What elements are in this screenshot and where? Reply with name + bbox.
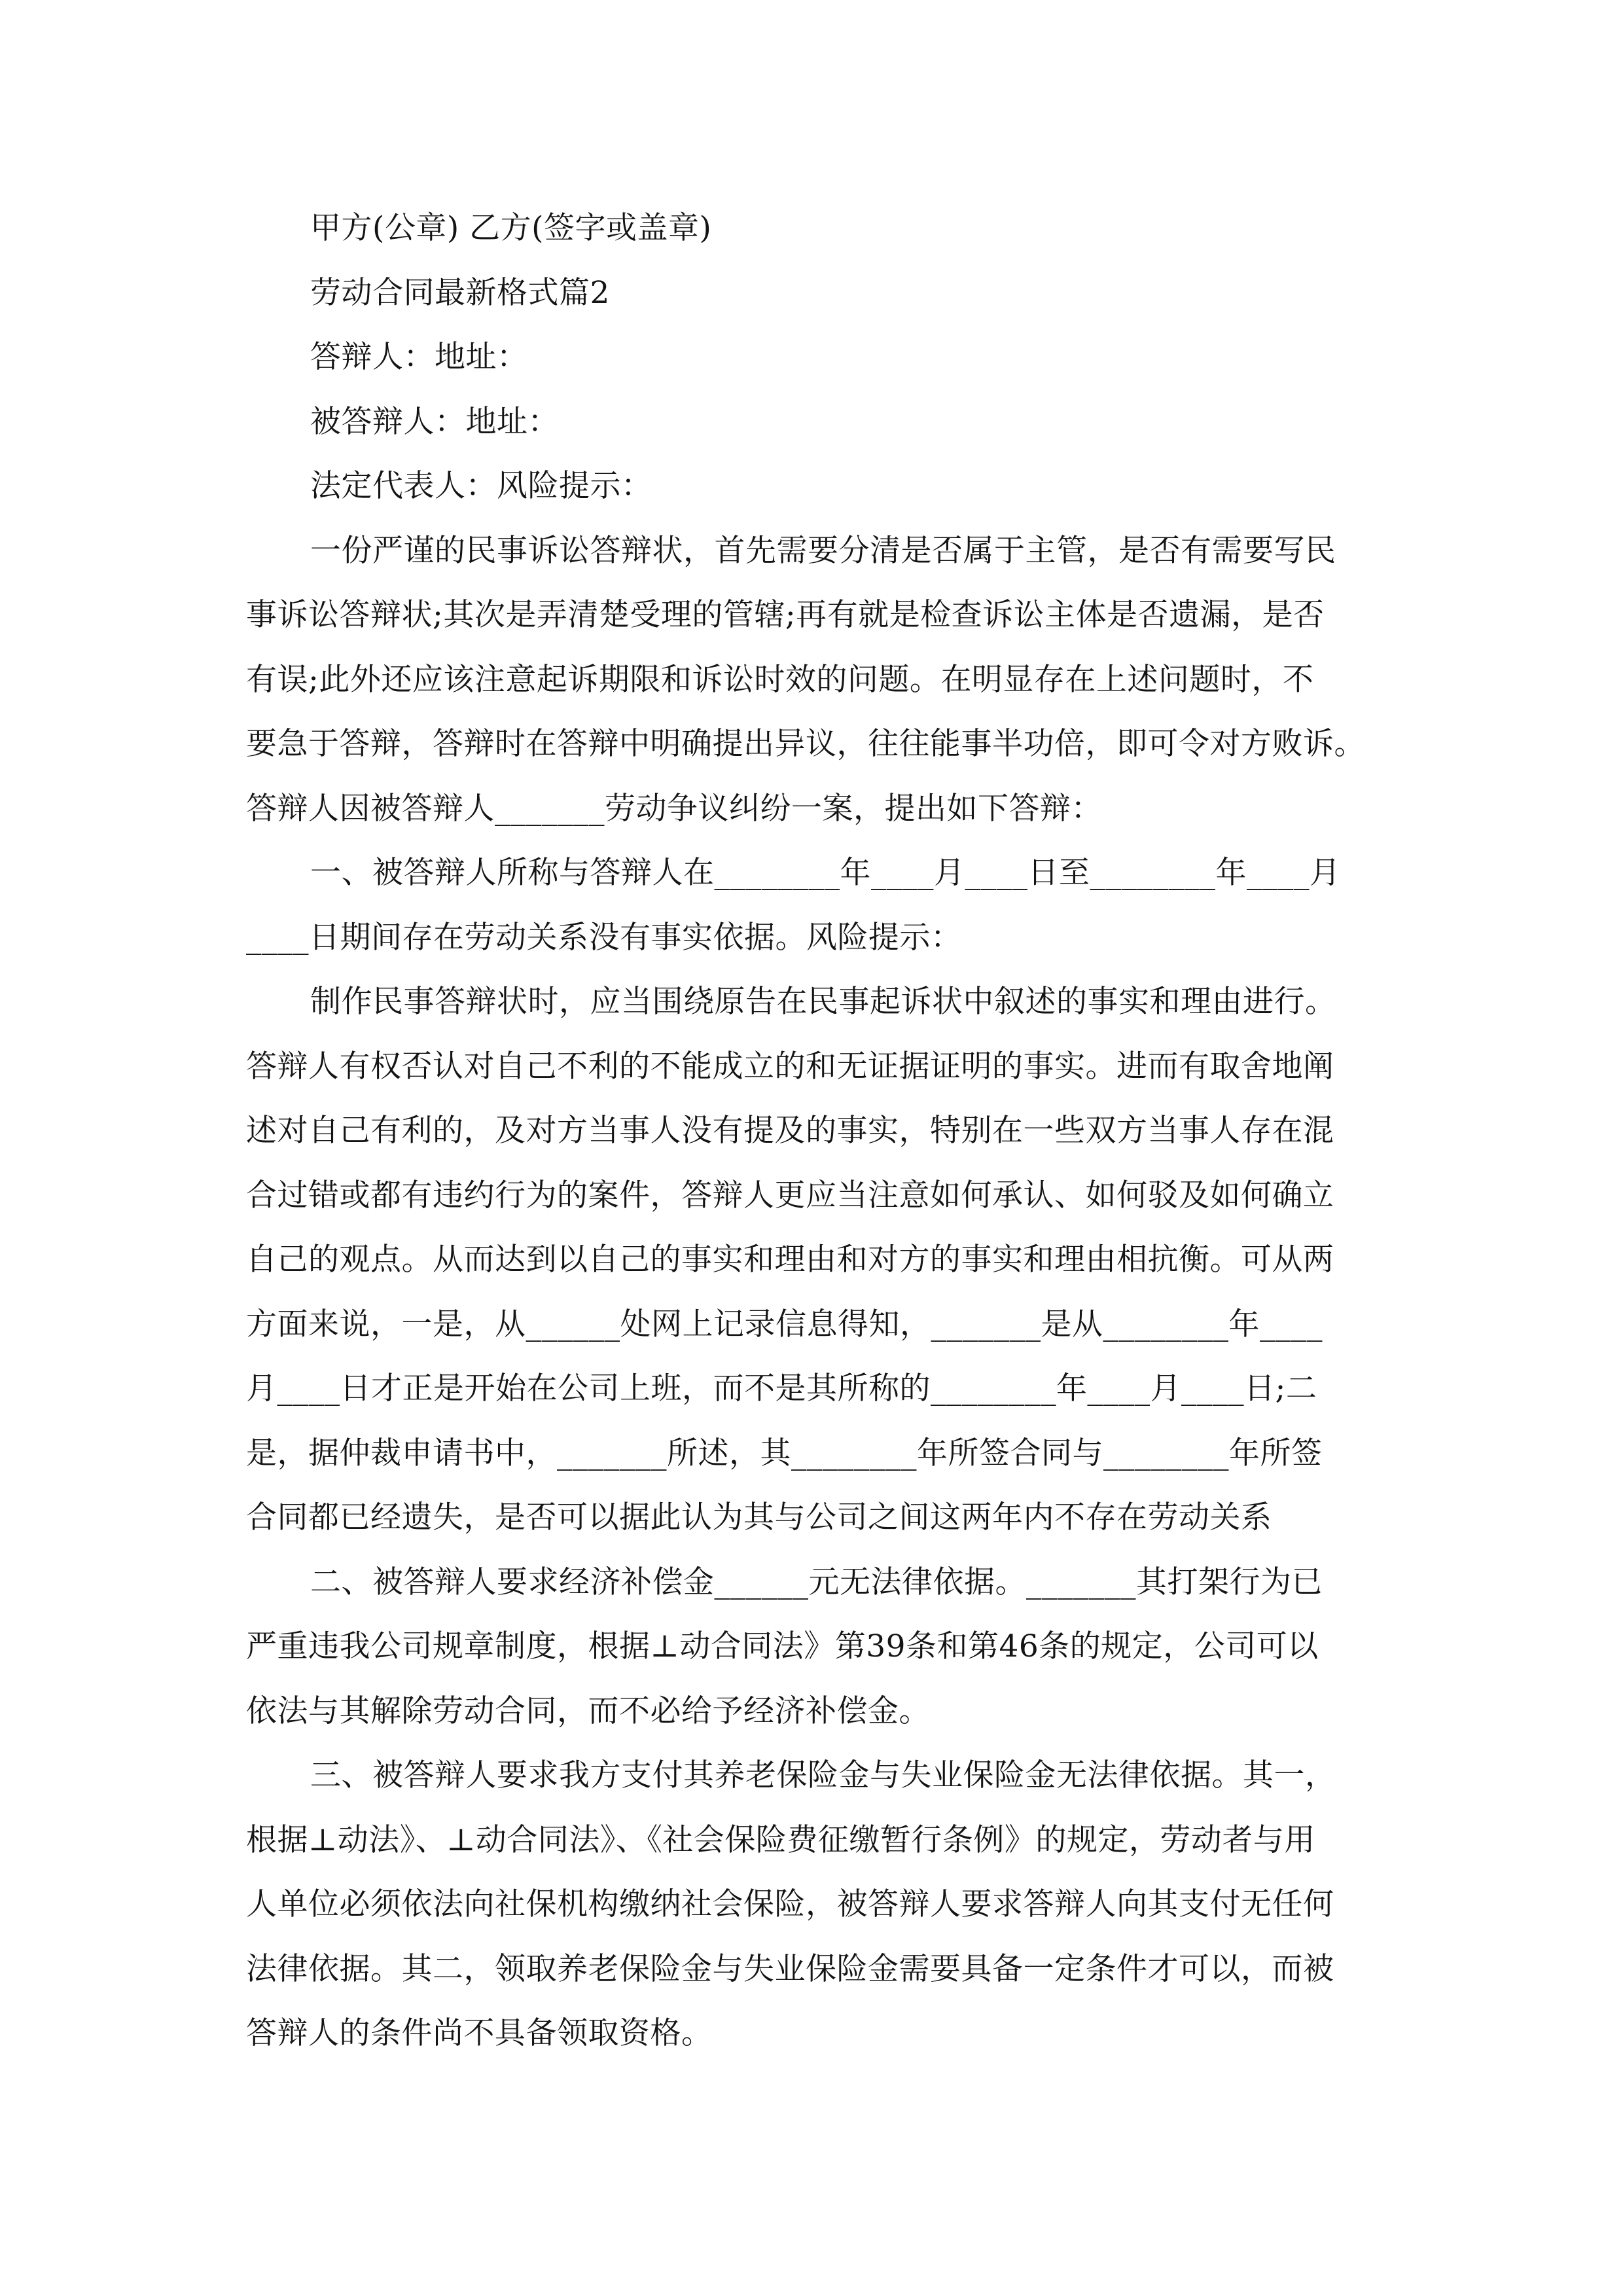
paragraph-line: 三、被答辩人要求我方支付其养老保险金与失业保险金无法律依据。其一，: [310, 1757, 1336, 1793]
respondent-address-line: 答辩人：地址：: [310, 339, 528, 375]
paragraph-line: 述对自己有利的，及对方当事人没有提及的事实，特别在一些双方当事人存在混: [246, 1113, 1334, 1149]
paragraph-line: 依法与其解除劳动合同，而不必给予经济补偿金。: [246, 1693, 930, 1729]
paragraph-line: 月____日才正是开始在公司上班，而不是其所称的________年____月____日;二: [246, 1371, 1317, 1407]
paragraph-line: 答辩人因被答辩人_______劳动争议纠纷一案，提出如下答辩：: [246, 790, 1102, 827]
paragraph-line: 答辩人有权否认对自己不利的不能成立的和无证据证明的事实。进而有取舍地阐: [246, 1048, 1334, 1085]
paragraph-line: 答辩人的条件尚不具备领取资格。: [246, 2015, 713, 2051]
paragraph-line: 法律依据。其二，领取养老保险金与失业保险金需要具备一定条件才可以，而被: [246, 1950, 1334, 1987]
signature-line: 甲方(公章) 乙方(签字或盖章): [310, 210, 712, 246]
paragraph-line: ____日期间存在劳动关系没有事实依据。风险提示：: [246, 919, 962, 956]
paragraph-line: 有误;此外还应该注意起诉期限和诉讼时效的问题。在明显存在上述问题时，不: [246, 661, 1314, 698]
paragraph-line: 事诉讼答辩状;其次是弄清楚受理的管辖;再有就是检查诉讼主体是否遗漏，是否: [246, 597, 1325, 633]
legal-rep-line: 法定代表人：风险提示：: [310, 468, 652, 504]
paragraph-line: 是，据仲裁申请书中，_______所述，其________年所签合同与________年所签: [246, 1435, 1323, 1471]
paragraph-line: 一份严谨的民事诉讼答辩状，首先需要分清是否属于主管，是否有需要写民: [310, 532, 1336, 569]
paragraph-line: 合过错或都有违约行为的案件，答辩人更应当注意如何承认、如何驳及如何确立: [246, 1177, 1334, 1213]
document-page: [246, 196, 1378, 2066]
paragraph-line: 严重违我公司规章制度，根据⊥动合同法》第39条和第46条的规定，公司可以: [246, 1628, 1319, 1664]
claimant-address-line: 被答辩人：地址：: [310, 403, 559, 440]
paragraph-line: 要急于答辩，答辩时在答辩中明确提出异议，往往能事半功倍，即可令对方败诉。: [246, 726, 1365, 762]
paragraph-line: 合同都已经遗失，是否可以据此认为其与公司之间这两年内不存在劳动关系: [246, 1499, 1272, 1535]
paragraph-line: 一、被答辩人所称与答辩人在________年____月____日至________年____月: [310, 855, 1341, 891]
paragraph-line: 根据⊥动法》、⊥动合同法》、《社会保险费征缴暂行条例》的规定，劳动者与用: [246, 1821, 1315, 1858]
paragraph-line: 二、被答辩人要求经济补偿金______元无法律依据。_______其打架行为已: [310, 1564, 1323, 1600]
paragraph-line: 制作民事答辩状时，应当围绕原告在民事起诉状中叙述的事实和理由进行。: [310, 984, 1336, 1020]
paragraph-line: 方面来说，一是，从______处网上记录信息得知，_______是从________年____: [246, 1306, 1323, 1342]
paragraph-line: 自己的观点。从而达到以自己的事实和理由和对方的事实和理由相抗衡。可从两: [246, 1242, 1334, 1278]
paragraph-line: 人单位必须依法向社保机构缴纳社会保险，被答辩人要求答辩人向其支付无任何: [246, 1886, 1334, 1922]
section-heading: 劳动合同最新格式篇2: [310, 274, 610, 311]
